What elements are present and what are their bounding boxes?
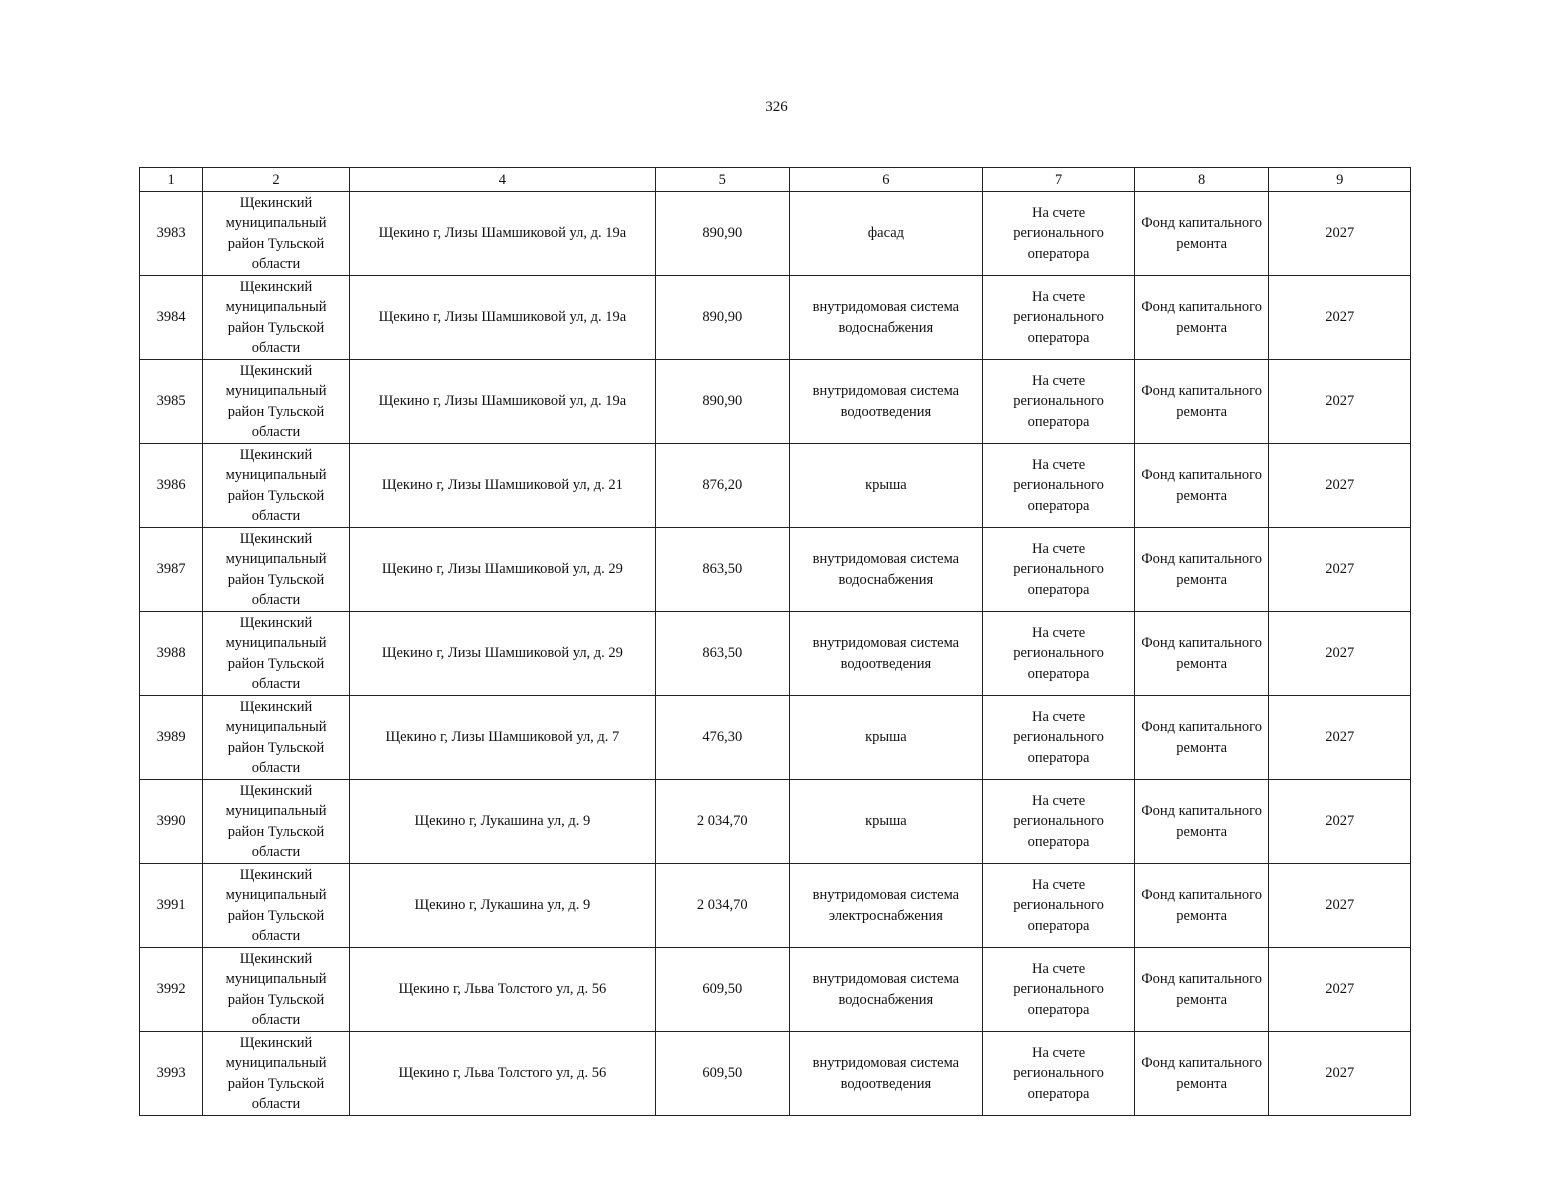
district-cell: Щекинский муниципальный район Тульской области	[203, 192, 350, 276]
page-number: 326	[765, 99, 788, 115]
district-cell: Щекинский муниципальный район Тульской области	[203, 444, 350, 528]
address-cell: Щекино г, Лизы Шамшиковой ул, д. 19а	[349, 192, 655, 276]
address-cell: Щекино г, Лизы Шамшиковой ул, д. 19а	[349, 360, 655, 444]
row-number: 3984	[140, 276, 203, 360]
column-header-7: 7	[983, 168, 1135, 192]
area-cell: 863,50	[656, 612, 790, 696]
year-cell: 2027	[1269, 276, 1411, 360]
table-row	[140, 864, 1411, 948]
funding-source-cell: Фонд капитального ремонта	[1134, 276, 1269, 360]
column-header-9: 9	[1269, 168, 1411, 192]
funding-source-cell: Фонд капитального ремонта	[1134, 192, 1269, 276]
district-cell: Щекинский муниципальный район Тульской области	[203, 1032, 350, 1116]
funding-source-cell: Фонд капитального ремонта	[1134, 360, 1269, 444]
year-cell: 2027	[1269, 864, 1411, 948]
row-number: 3988	[140, 612, 203, 696]
area-cell: 609,50	[656, 948, 790, 1032]
funding-source-cell: Фонд капитального ремонта	[1134, 780, 1269, 864]
work-type-cell: внутридомовая система водоснабжения	[789, 528, 983, 612]
account-cell: На счете регионального оператора	[983, 192, 1135, 276]
year-cell: 2027	[1269, 780, 1411, 864]
table-row	[140, 444, 1411, 528]
work-type-cell: внутридомовая система водоснабжения	[789, 276, 983, 360]
table-row	[140, 612, 1411, 696]
address-cell: Щекино г, Лизы Шамшиковой ул, д. 21	[349, 444, 655, 528]
column-header-6: 6	[789, 168, 983, 192]
funding-source-cell: Фонд капитального ремонта	[1134, 528, 1269, 612]
area-cell: 876,20	[656, 444, 790, 528]
area-cell: 2 034,70	[656, 780, 790, 864]
row-number: 3991	[140, 864, 203, 948]
work-type-cell: крыша	[789, 780, 983, 864]
account-cell: На счете регионального оператора	[983, 864, 1135, 948]
area-cell: 2 034,70	[656, 864, 790, 948]
funding-source-cell: Фонд капитального ремонта	[1134, 948, 1269, 1032]
column-header-8: 8	[1134, 168, 1269, 192]
funding-source-cell: Фонд капитального ремонта	[1134, 696, 1269, 780]
year-cell: 2027	[1269, 192, 1411, 276]
year-cell: 2027	[1269, 528, 1411, 612]
work-type-cell: фасад	[789, 192, 983, 276]
table-row	[140, 1032, 1411, 1116]
district-cell: Щекинский муниципальный район Тульской области	[203, 612, 350, 696]
work-type-cell: крыша	[789, 444, 983, 528]
column-header-1: 1	[140, 168, 203, 192]
row-number: 3992	[140, 948, 203, 1032]
area-cell: 863,50	[656, 528, 790, 612]
area-cell: 890,90	[656, 276, 790, 360]
account-cell: На счете регионального оператора	[983, 528, 1135, 612]
account-cell: На счете регионального оператора	[983, 276, 1135, 360]
account-cell: На счете регионального оператора	[983, 696, 1135, 780]
column-header-2: 2	[203, 168, 350, 192]
area-cell: 476,30	[656, 696, 790, 780]
year-cell: 2027	[1269, 696, 1411, 780]
account-cell: На счете регионального оператора	[983, 1032, 1135, 1116]
work-type-cell: внутридомовая система электроснабжения	[789, 864, 983, 948]
work-type-cell: внутридомовая система водоотведения	[789, 612, 983, 696]
address-cell: Щекино г, Лукашина ул, д. 9	[349, 864, 655, 948]
year-cell: 2027	[1269, 1032, 1411, 1116]
table-row	[140, 192, 1411, 276]
area-cell: 890,90	[656, 360, 790, 444]
account-cell: На счете регионального оператора	[983, 948, 1135, 1032]
year-cell: 2027	[1269, 360, 1411, 444]
table-row	[140, 696, 1411, 780]
row-number: 3986	[140, 444, 203, 528]
funding-source-cell: Фонд капитального ремонта	[1134, 864, 1269, 948]
header-row	[140, 168, 1411, 192]
row-number: 3989	[140, 696, 203, 780]
address-cell: Щекино г, Лукашина ул, д. 9	[349, 780, 655, 864]
year-cell: 2027	[1269, 612, 1411, 696]
district-cell: Щекинский муниципальный район Тульской области	[203, 948, 350, 1032]
row-number: 3985	[140, 360, 203, 444]
account-cell: На счете регионального оператора	[983, 612, 1135, 696]
column-header-5: 5	[656, 168, 790, 192]
account-cell: На счете регионального оператора	[983, 780, 1135, 864]
address-cell: Щекино г, Льва Толстого ул, д. 56	[349, 1032, 655, 1116]
address-cell: Щекино г, Льва Толстого ул, д. 56	[349, 948, 655, 1032]
district-cell: Щекинский муниципальный район Тульской области	[203, 864, 350, 948]
work-type-cell: внутридомовая система водоснабжения	[789, 948, 983, 1032]
district-cell: Щекинский муниципальный район Тульской области	[203, 528, 350, 612]
district-cell: Щекинский муниципальный район Тульской области	[203, 696, 350, 780]
table-row	[140, 360, 1411, 444]
address-cell: Щекино г, Лизы Шамшиковой ул, д. 7	[349, 696, 655, 780]
table-row	[140, 528, 1411, 612]
row-number: 3983	[140, 192, 203, 276]
work-type-cell: крыша	[789, 696, 983, 780]
funding-source-cell: Фонд капитального ремонта	[1134, 1032, 1269, 1116]
account-cell: На счете регионального оператора	[983, 360, 1135, 444]
column-header-4: 4	[349, 168, 655, 192]
year-cell: 2027	[1269, 444, 1411, 528]
work-type-cell: внутридомовая система водоотведения	[789, 1032, 983, 1116]
address-cell: Щекино г, Лизы Шамшиковой ул, д. 19а	[349, 276, 655, 360]
area-cell: 890,90	[656, 192, 790, 276]
work-type-cell: внутридомовая система водоотведения	[789, 360, 983, 444]
address-cell: Щекино г, Лизы Шамшиковой ул, д. 29	[349, 612, 655, 696]
capital-repair-table	[139, 167, 1411, 1116]
table-row	[140, 276, 1411, 360]
account-cell: На счете регионального оператора	[983, 444, 1135, 528]
year-cell: 2027	[1269, 948, 1411, 1032]
funding-source-cell: Фонд капитального ремонта	[1134, 612, 1269, 696]
funding-source-cell: Фонд капитального ремонта	[1134, 444, 1269, 528]
table-row	[140, 948, 1411, 1032]
area-cell: 609,50	[656, 1032, 790, 1116]
district-cell: Щекинский муниципальный район Тульской области	[203, 360, 350, 444]
district-cell: Щекинский муниципальный район Тульской области	[203, 276, 350, 360]
row-number: 3993	[140, 1032, 203, 1116]
table-row	[140, 780, 1411, 864]
district-cell: Щекинский муниципальный район Тульской области	[203, 780, 350, 864]
row-number: 3987	[140, 528, 203, 612]
address-cell: Щекино г, Лизы Шамшиковой ул, д. 29	[349, 528, 655, 612]
row-number: 3990	[140, 780, 203, 864]
